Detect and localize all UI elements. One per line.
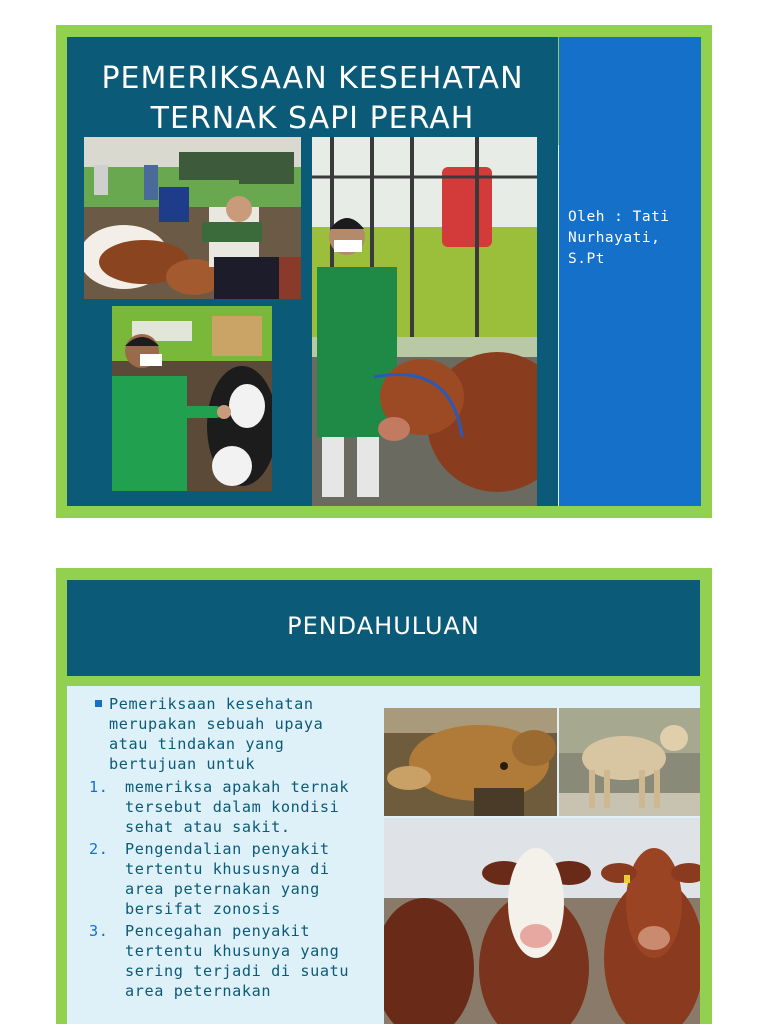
slide-header [67, 580, 700, 676]
slide-title [67, 59, 558, 139]
list-text: Pencegahan penyakit tertentu khusunya yang sering terjadi di suatu area peternakan [125, 922, 350, 1000]
title-panel [67, 37, 558, 506]
vet-examining-calf-photo [84, 137, 301, 299]
slide-title-line-1: PEMERIKSAAN KESEHATAN [101, 61, 524, 96]
author-line-1: Oleh : Tati [568, 209, 670, 225]
author-line-2: Nurhayati, [568, 230, 661, 246]
list-item [87, 839, 362, 919]
vet-with-stethoscope-cow-photo [312, 137, 537, 506]
three-cows-photo [384, 818, 700, 1024]
purpose-list [87, 777, 362, 1003]
vet-examining-black-white-cow-photo [112, 306, 272, 491]
title-slide [56, 25, 712, 518]
slide-heading: PENDAHULUAN [287, 612, 480, 640]
slide-title-line-2: TERNAK SAPI PERAH [150, 101, 475, 136]
bullet-square-icon [95, 700, 102, 707]
list-number: 2. [89, 840, 109, 858]
thin-cow-photo [559, 708, 700, 816]
author-text [568, 207, 696, 270]
introduction-slide [56, 568, 712, 1024]
slide-body [67, 686, 700, 1024]
list-item [87, 921, 362, 1001]
sick-calf-photo [384, 708, 557, 816]
list-item [87, 777, 362, 837]
author-line-3: S.Pt [568, 251, 605, 267]
intro-text: Pemeriksaan kesehatan merupakan sebuah upaya atau tindakan yang bertujuan untuk [109, 695, 324, 773]
list-number: 1. [89, 778, 109, 796]
author-panel [559, 37, 701, 506]
list-number: 3. [89, 922, 109, 940]
list-text: memeriksa apakah ternak tersebut dalam kondisi sehat atau sakit. [125, 778, 350, 836]
intro-bullet [95, 694, 369, 774]
list-text: Pengendalian penyakit tertentu khususnya di area peternakan yang bersifat zonosis [125, 840, 330, 918]
